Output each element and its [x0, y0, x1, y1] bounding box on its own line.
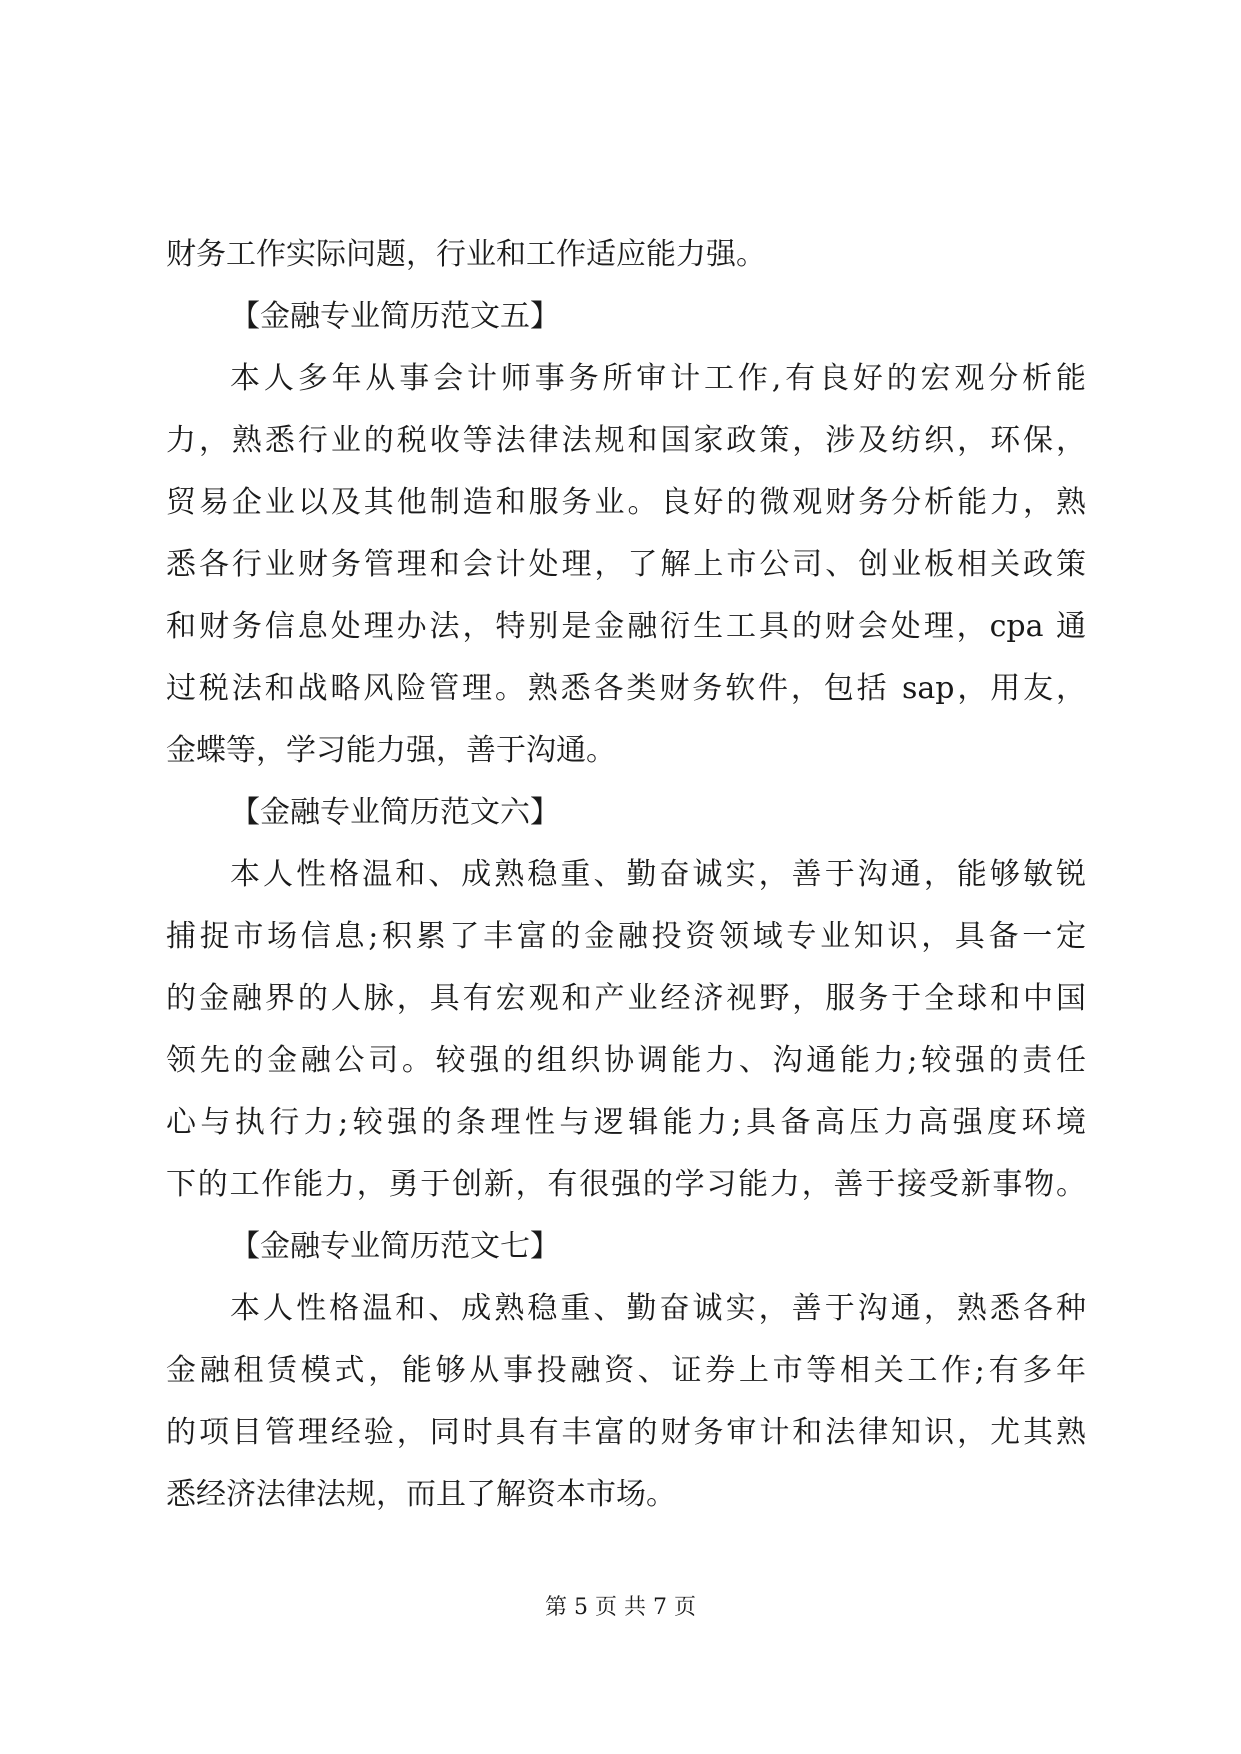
text-line: 金融租赁模式，能够从事投融资、证券上市等相关工作;有多年: [166, 1353, 1086, 1388]
text-line: 本人多年从事会计师事务所审计工作,有良好的宏观分析能: [230, 361, 1086, 396]
text-line: 贸易企业以及其他制造和服务业。良好的微观财务分析能力，熟: [166, 485, 1086, 520]
section-heading: 【金融专业简历范文五】: [230, 299, 560, 334]
text-line: 本人性格温和、成熟稳重、勤奋诚实，善于沟通，熟悉各种: [230, 1291, 1086, 1326]
text-line: 悉各行业财务管理和会计处理，了解上市公司、创业板相关政策: [166, 547, 1086, 582]
text-line: 和财务信息处理办法，特别是金融衍生工具的财会处理，cpa 通: [166, 609, 1086, 644]
text-line: 金蝶等，学习能力强，善于沟通。: [166, 733, 616, 768]
text-line: 领先的金融公司。较强的组织协调能力、沟通能力;较强的责任: [166, 1043, 1086, 1078]
text-line: 心与执行力;较强的条理性与逻辑能力;具备高压力高强度环境: [166, 1105, 1086, 1140]
text-line: 的金融界的人脉，具有宏观和产业经济视野，服务于全球和中国: [166, 981, 1086, 1016]
text-line: 财务工作实际问题，行业和工作适应能力强。: [166, 237, 766, 272]
text-line: 力，熟悉行业的税收等法律法规和国家政策，涉及纺织，环保，: [166, 423, 1086, 458]
text-line: 本人性格温和、成熟稳重、勤奋诚实，善于沟通，能够敏锐: [230, 857, 1086, 892]
section-heading: 【金融专业简历范文六】: [230, 795, 560, 830]
text-line: 捕捉市场信息;积累了丰富的金融投资领域专业知识，具备一定: [166, 919, 1086, 954]
text-line: 的项目管理经验，同时具有丰富的财务审计和法律知识，尤其熟: [166, 1415, 1086, 1450]
text-line: 过税法和战略风险管理。熟悉各类财务软件，包括 sap，用友，: [166, 671, 1086, 706]
document-body: [166, 224, 1086, 1526]
page-number: 第 5 页 共 7 页: [545, 1595, 696, 1620]
section-heading: 【金融专业简历范文七】: [230, 1229, 560, 1264]
text-line: 下的工作能力，勇于创新，有很强的学习能力，善于接受新事物。: [166, 1167, 1086, 1202]
text-line: 悉经济法律法规，而且了解资本市场。: [166, 1477, 676, 1512]
